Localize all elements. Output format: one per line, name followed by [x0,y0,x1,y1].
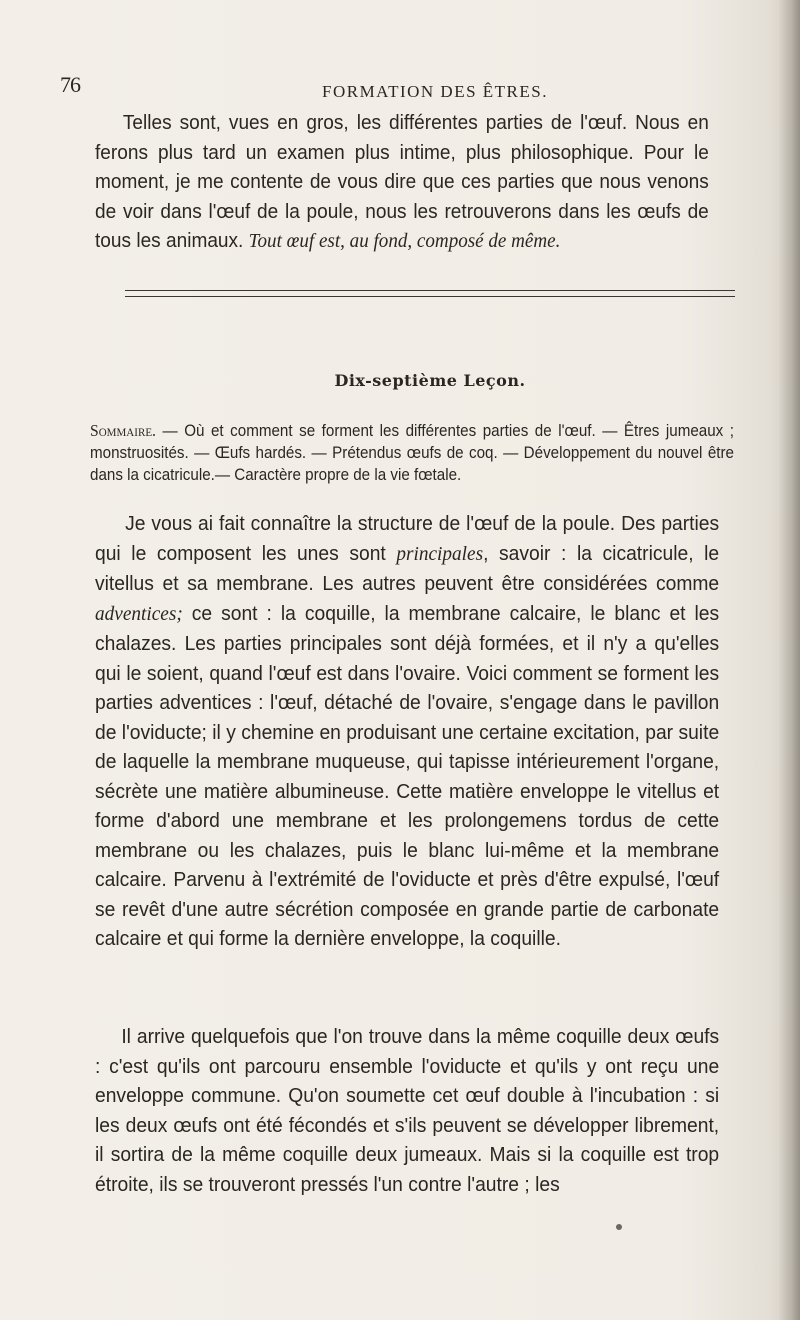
body-p1-emphasis-adventices: adventices; [95,602,183,625]
running-title: FORMATION DES ÊTRES. [322,82,548,101]
body-p1-part-a: Je vous ai fait connaître la structure de l'œuf de la poule. Des parties qui le composent les unes sont [95,512,720,565]
body-p1-part-b: , savoir : la cicatricule, le vitellus et sa membrane. Les autres peuvent être considérées comme [95,541,720,595]
intro-paragraph [95,108,709,257]
intro-emphasis: Tout œuf est, au fond, composé de même. [248,230,561,252]
page-edge-shadow [778,0,800,1320]
page-number: 76 [60,72,80,97]
page-header [60,72,720,108]
body-paragraph-1 [95,509,719,954]
intro-text: Telles sont, vues en gros, les différentes parties de l'œuf. Nous en ferons plus tard un examen plus intime, plus philosophique. Pour le moment, je me contente de vous dire que ces parties que nous venons de voir dans l'œuf de la poule, nous les retrouverons dans les œufs de tous les animaux. [95,111,709,252]
section-divider [125,290,735,297]
lesson-title: Dix-septième Leçon. [334,371,526,390]
body-paragraph-2: Il arrive quelquefois que l'on trouve dans la même coquille deux œufs : c'est qu'ils ont parcouru ensemble l'oviducte et qu'ils y ont reçu une enveloppe commune. Qu'on soumette cet œuf double à l'incubation : si les deux œufs ont été fécondés et s'ils peuvent se développer librement, il sortira de la même coquille deux jumeaux. Mais si la coquille est trop étroite, ils se trouveront pressés l'un contre l'autre ; les [95,1025,720,1196]
summary-text: — Où et comment se forment les différentes parties de l'œuf. — Êtres jumeaux ; monstruosités. — Œufs hardés. — Prétendus œufs de coq. — Développement du nouvel être dans la cicatricule.— Caractère propre de la vie fœtale. [90,422,734,484]
ink-speck [616,1224,622,1230]
body-p1-part-c: ce sont : la coquille, la membrane calcaire, le blanc et les chalazes. Les parties principales sont déjà formées, et il n'y a qu'elles qui le soient, quand l'œuf est dans l'ovaire. Voici comment se forment les parties adventices : l'œuf, détaché de l'ovaire, s'engage dans le pavillon de l'oviducte; il y chemine en produisant une certaine excitation, par suite de laquelle la membrane muqueuse, qui tapisse intérieurement l'organe, sécrète une matière albumineuse. Cette matière enveloppe le vitellus et forme d'abord une membrane et les prolongemens tordus de cette membrane ou les chalazes, puis le blanc lui-même et la membrane calcaire. Parvenu à l'extrémité de l'oviducte et près d'être expulsé, l'œuf se revêt d'une autre sécrétion composée en grande partie de carbonate calcaire et qui forme la dernière enveloppe, la coquille. [95,601,720,950]
body-p1-emphasis-principales: principales [396,542,484,565]
lesson-summary [90,420,734,486]
summary-lead: Sommaire. [90,421,156,440]
